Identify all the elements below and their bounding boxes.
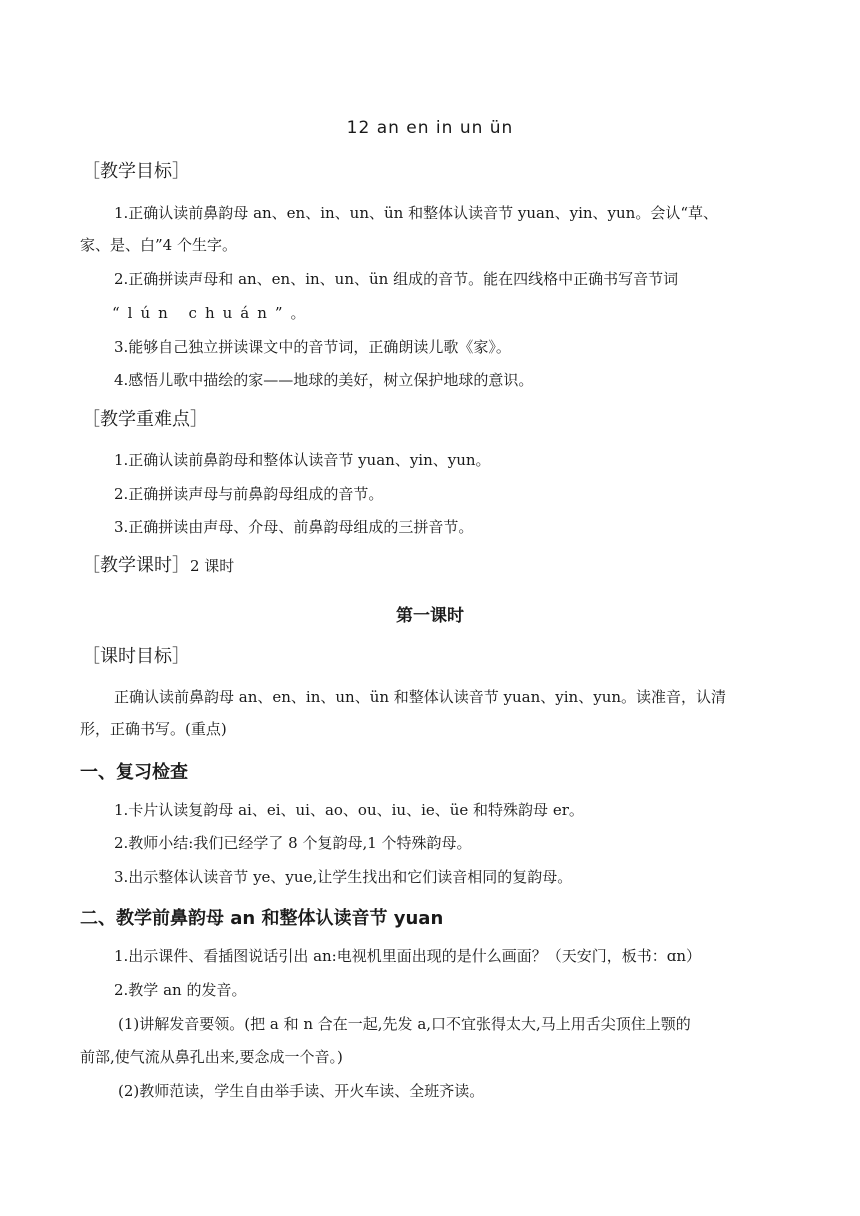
part2-line: (1)讲解发音要领。(把 a 和 n 合在一起,先发 a,口不宜张得太大,马上用舌尖顶住上颚的 <box>118 1015 691 1033</box>
lesson1-heading: 第一课时 <box>396 606 464 626</box>
part1-line: 2.教师小结:我们已经学了 8 个复韵母,1 个特殊韵母。 <box>114 834 472 852</box>
lesson-title: 12 an en in un ün <box>346 118 514 138</box>
objective-line: 3.能够自己独立拼读课文中的音节词，正确朗读儿歌《家》。 <box>114 338 511 356</box>
objective-line: 1.正确认读前鼻韵母 an、en、in、un、ün 和整体认读音节 yuan、yin、yun。会认“草、 <box>114 204 718 222</box>
goal-line: 形，正确书写。(重点) <box>80 720 227 738</box>
part1-heading: 一、复习检查 <box>80 762 188 783</box>
keypoint-line: 2.正确拼读声母与前鼻韵母组成的音节。 <box>114 485 384 503</box>
objective-line: 4.感悟儿歌中描绘的家——地球的美好，树立保护地球的意识。 <box>114 371 534 389</box>
goal-line: 正确认读前鼻韵母 an、en、in、un、ün 和整体认读音节 yuan、yin、yun。读准音，认清 <box>114 688 727 706</box>
keypoints-heading: ［教学重难点］ <box>82 409 208 430</box>
hours-heading <box>82 554 234 578</box>
part1-line: 3.出示整体认读音节 ye、yue,让学生找出和它们读音相同的复韵母。 <box>114 868 573 886</box>
keypoint-line: 1.正确认读前鼻韵母和整体认读音节 yuan、yin、yun。 <box>114 451 491 469</box>
lesson-goal-heading: ［课时目标］ <box>82 646 190 667</box>
part2-line: 1.出示课件、看插图说话引出 an:电视机里面出现的是什么画面？（天安门，板书：ɑn） <box>114 947 702 965</box>
part2-line: (2)教师范读，学生自由举手读、开火车读、全班齐读。 <box>118 1082 485 1100</box>
part2-line: 2.教学 an 的发音。 <box>114 981 247 999</box>
hours-heading-label: ［教学课时］ <box>82 555 190 576</box>
objective-line-pinyin: “lún chuán”。 <box>112 304 314 322</box>
part2-heading: 二、教学前鼻韵母 an 和整体认读音节 yuan <box>80 908 444 929</box>
part1-line: 1.卡片认读复韵母 ai、ei、ui、ao、ou、iu、ie、üe 和特殊韵母 er。 <box>114 801 584 819</box>
hours-value: 2 课时 <box>190 557 235 575</box>
part2-line: 前部,使气流从鼻孔出来,要念成一个音。) <box>80 1048 343 1066</box>
objectives-heading: ［教学目标］ <box>82 161 190 182</box>
objective-line: 2.正确拼读声母和 an、en、in、un、ün 组成的音节。能在四线格中正确书写音节词 <box>114 270 679 288</box>
objective-line: 家、是、白”4 个生字。 <box>80 236 237 254</box>
keypoint-line: 3.正确拼读由声母、介母、前鼻韵母组成的三拼音节。 <box>114 518 474 536</box>
